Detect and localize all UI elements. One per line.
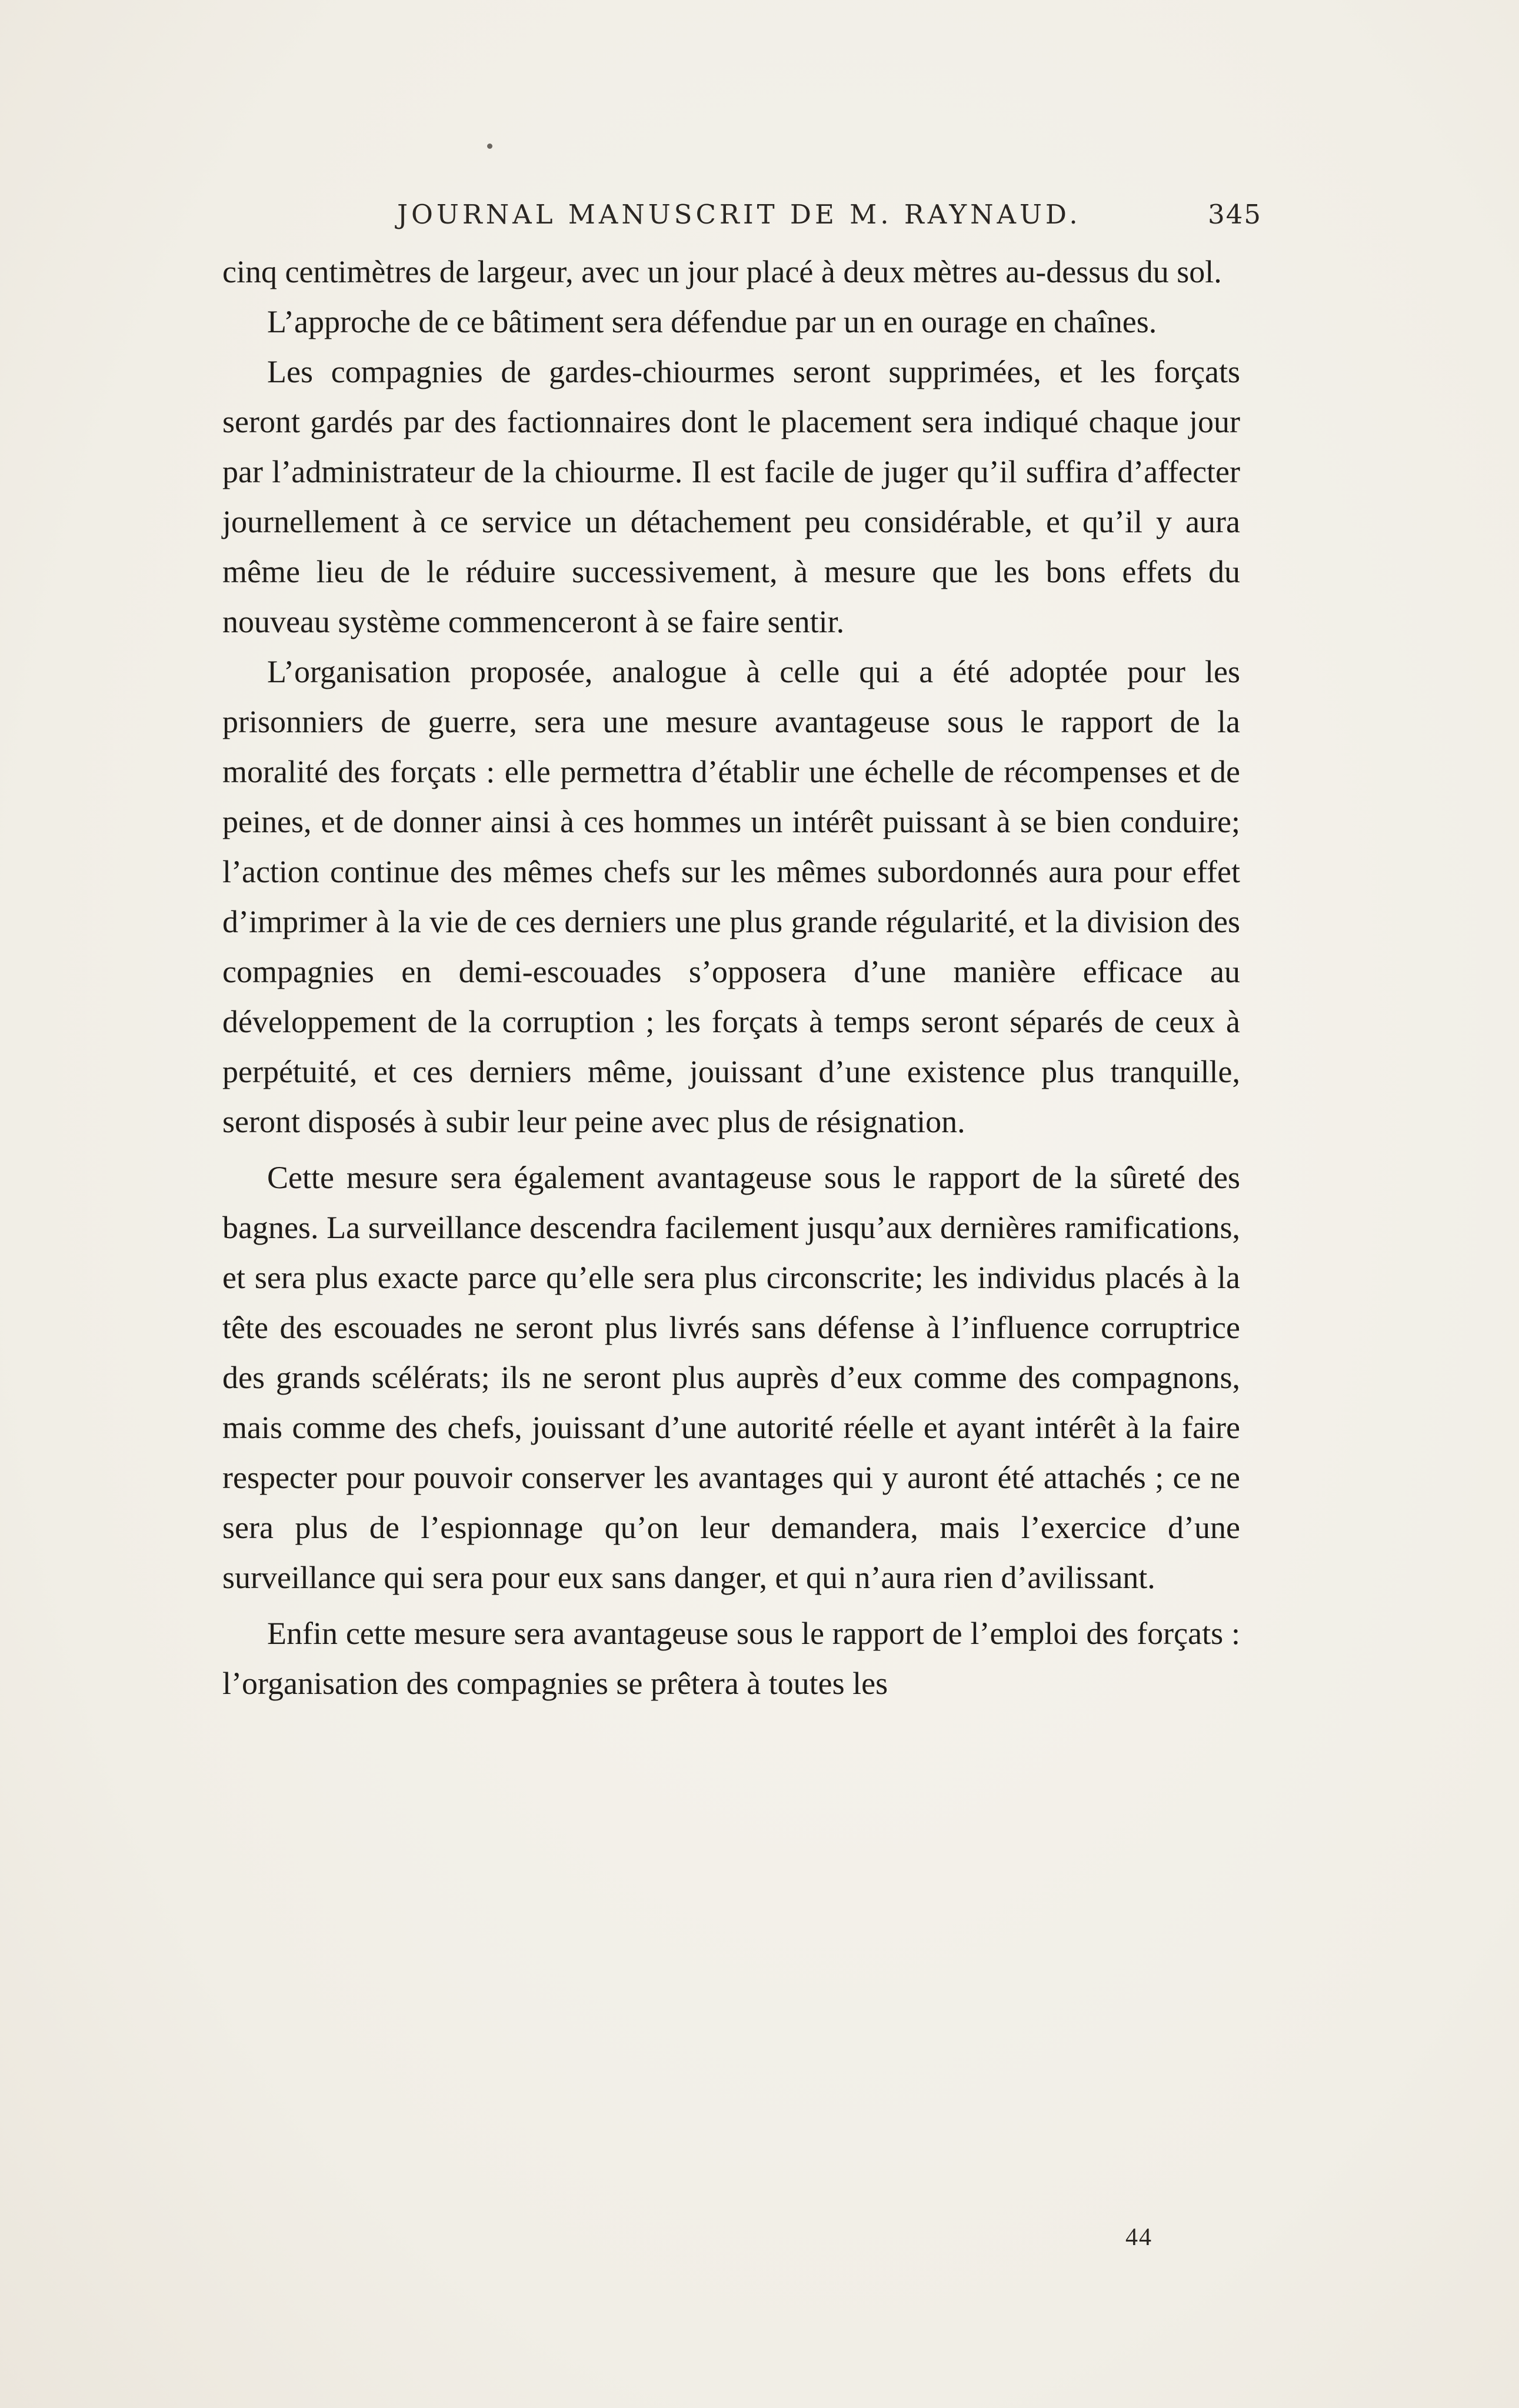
running-title: JOURNAL MANUSCRIT DE M. RAYNAUD.	[397, 199, 1081, 230]
signature-mark: 44	[1125, 2224, 1152, 2251]
page-header	[397, 199, 1262, 246]
paragraph-continuation: cinq centimètres de largeur, avec un jour placé à deux mètres au-dessus du sol.	[222, 254, 1222, 289]
paragraph-emploi: Enfin cette mesure sera avantageuse sous le rapport de l’emploi des forçats : l’organisation des compagnies se prêtera à toutes les	[222, 1616, 1240, 1701]
ink-speck	[487, 144, 492, 149]
paragraph-surete: Cette mesure sera également avantageuse sous le rapport de la sûreté des bagnes. La surveillance descendra facilement jusqu’aux dernières ramifications, et sera plus exacte parce qu’elle sera plus circonscrite; les individus placés à la tête des escouades ne seront plus livrés sans défense à l’influence corruptrice des grands scélérats; ils ne seront plus auprès d’eux comme des compagnons, mais comme des chefs, jouissant d’une autorité réelle et ayant intérêt à la faire respecter pour pouvoir conserver les avantages qui y auront été attachés ; ce ne sera plus de l’espionnage qu’on leur demandera, mais l’exercice d’une surveillance qui sera pour eux sans danger, et qui n’aura rien d’avilissant.	[222, 1160, 1240, 1595]
body-text	[222, 247, 1240, 1709]
paragraph-approach: L’approche de ce bâtiment sera défendue par un en ourage en chaînes.	[267, 304, 1157, 339]
paragraph-organisation: L’organisation proposée, analogue à celle qui a été adoptée pour les prisonniers de guerre, sera une mesure avantageuse sous le rapport de la moralité des forçats : elle permettra d’établir une échelle de récompenses et de peines, et de donner ainsi à ces hommes un intérêt puissant à se bien conduire; l’action continue des mêmes chefs sur les mêmes subordonnés aura pour effet d’imprimer à la vie de ces derniers une plus grande régularité, et la division des compagnies en demi-escouades s’opposera d’une manière efficace au développement de la corruption ; les forçats à temps seront séparés de ceux à perpétuité, et ces derniers même, jouissant d’une existence plus tranquille, seront disposés à subir leur peine avec plus de résignation.	[222, 654, 1240, 1139]
page-number: 345	[1208, 199, 1262, 230]
paragraph-guards: Les compagnies de gardes-chiourmes seront supprimées, et les forçats seront gardés par des factionnaires dont le placement sera indiqué chaque jour par l’administrateur de la chiourme. Il est facile de juger qu’il suffira d’affecter journellement à ce service un détachement peu considérable, et qu’il y aura même lieu de le réduire successivement, à mesure que les bons effets du nouveau système commenceront à se faire sentir.	[222, 354, 1240, 639]
